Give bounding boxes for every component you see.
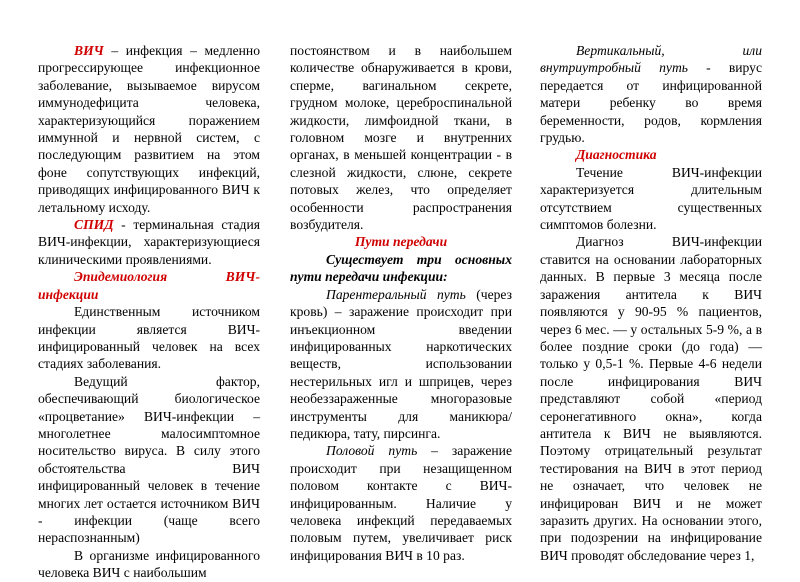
paragraph-course: Течение ВИЧ-инфекции характеризуется длительным отсутствием существенных симптомов болезни. (540, 164, 762, 233)
paragraph-concentration: постоянством и в наибольшем количестве обнаруживается в крови, сперме, вагинальном секрете, грудном молоке, цереброспинальной жидкости, лимфоидной ткани, в головном мозге и внутренних органах, в меньшей концентрации - в слезной жидкости, слюне, секрете потовых желез, что определяет особенности распространения возбудителя. (290, 43, 512, 233)
aids-definition (38, 216, 260, 268)
paragraph-source: Единственным источником инфекции является ВИЧ-инфицированный человек на всех стадиях заболевания. (38, 304, 260, 372)
sexual-text: – заражение происходит при незащищенном половом контакте с ВИЧ-инфицированным. Наличие у человека инфекций передаваемых половым путем, увеличивает риск инфицирования ВИЧ в 10 раз. (290, 443, 512, 563)
paragraph-organism: В организме инфицированного человека ВИЧ с наибольшим (38, 547, 260, 581)
heading-epidemiology: Эпидемиология ВИЧ-инфекции (38, 269, 260, 302)
aids-definition-text: - терминальная стадия ВИЧ-инфекции, характеризующиеся клиническими проявлениями. (38, 217, 260, 267)
term-sexual: Половой путь (326, 443, 418, 459)
paragraph-factor: Ведущий фактор, обеспечивающий биологическое «процветание» ВИЧ-инфекции – многолетнее малосимптомное носительство вируса. В силу этого обстоятельства ВИЧ инфицированный человек в течение многих лет остается источником ВИЧ - инфекции (чаще всего нераспознанным) (38, 373, 260, 546)
heading-transmission: Пути передачи (354, 234, 448, 250)
term-vertical: Вертикальный, или внутриутробный путь (540, 43, 762, 76)
column-1 (38, 42, 260, 582)
term-hiv: ВИЧ (74, 43, 104, 58)
term-aids: СПИД (74, 217, 114, 233)
paragraph-vertical (540, 42, 762, 146)
vertical-text: - вирус передается от инфицированной матери ребенку во время беременности, родов, кормления грудью. (540, 60, 763, 146)
hiv-definition (38, 42, 260, 216)
column-3 (540, 42, 762, 564)
subheading-three-paths: Существует три основных пути передачи инфекции: (290, 251, 512, 285)
heading-diagnostics: Диагностика (576, 147, 657, 163)
paragraph-parenteral (290, 286, 512, 443)
term-parenteral: Парентеральный путь (326, 286, 466, 302)
paragraph-diagnosis: Диагноз ВИЧ-инфекции ставится на основании лабораторных данных. В первые 3 месяца после заражения антитела к ВИЧ появляются у 90-95 % пациентов, через 6 мес. — у остальных 5-9 %, а в более поздние сроки (до года) — только у 0,5-1 %. Первые 4-6 недели после инфицирования ВИЧ представляют собой «период серонегативного окна», когда антитела к ВИЧ не выявляются. Поэтому отрицательный результат тестирования на ВИЧ в этот период не означает, что человек не инфицирован ВИЧ и не может заразить других. На основании этого, при подозрении на инфицирование ВИЧ проводят обследование через 1, (540, 234, 762, 563)
paragraph-sexual (290, 442, 512, 564)
column-2 (290, 42, 512, 564)
hiv-definition-text: – инфекция – медленно прогрессирующее инфекционное заболевание, вызываемое вирусом иммунодефицита человека, характеризующийся поражением иммунной и нервной систем, с последующим развитием на этом фоне сопутствующих инфекций, приводящих инфицированного ВИЧ к летальному исходу. (38, 43, 260, 215)
parenteral-text: (через кровь) – заражение происходит при инъекционном введении инфицированных наркотических веществ, использовании нестерильных игл и шприцев, через необеззараженные многоразовые инструменты для маникюра/ педикюра, тату, пирсинга. (290, 286, 512, 441)
